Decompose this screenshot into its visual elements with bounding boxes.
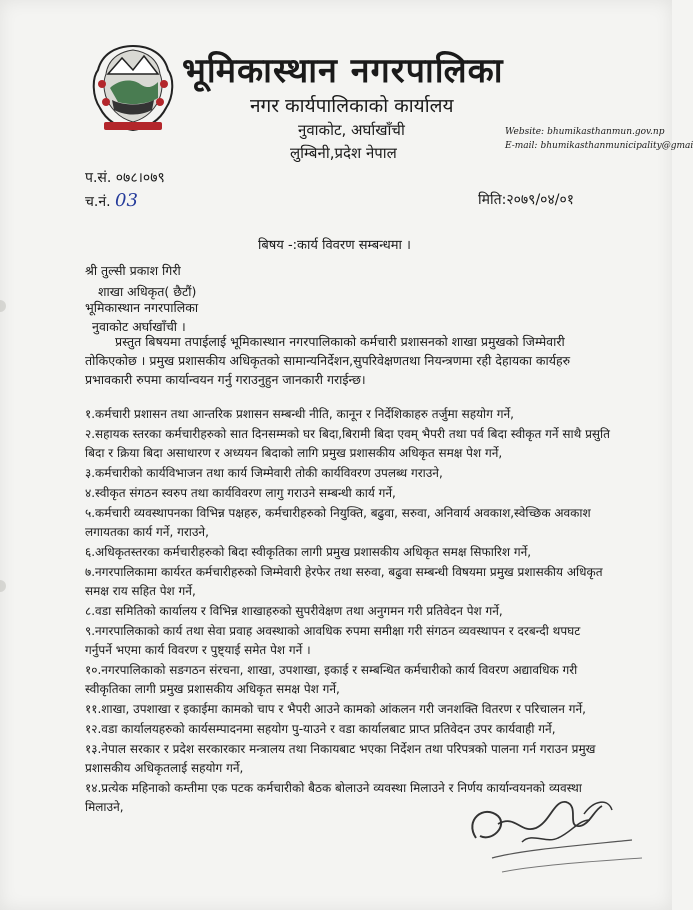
list-item: ४.स्वीकृत संगठन स्वरुप तथा कार्यविवरण लागु गराउने सम्बन्धी कार्य गर्ने, [85,486,396,500]
recipient-office: भूमिकास्थान नगरपालिका [85,300,199,315]
punch-hole [0,300,6,312]
letter-subject: बिषय -:कार्य विवरण सम्बन्धमा । [258,238,411,253]
chalani-value: 03 [115,190,138,211]
contact-block [505,125,693,153]
email-line [505,139,693,153]
email-link[interactable]: bhumikasthanmunicipality@gmai [540,141,693,151]
list-item: १२.वडा कार्यालयहरुको कार्यसम्पादनमा सहयोग पु-याउने र वडा कार्यालबाट प्राप्त प्रतिवेदन उपर कार्यवाही गर्ने, [85,722,556,736]
punch-hole [0,580,6,592]
date-label: मिति: [478,192,507,208]
recipient-designation: शाखा अधिकृत( छैटौं) [98,284,197,299]
letter-date [478,190,574,209]
website-label: Website: [505,127,545,137]
list-item: १३.नेपाल सरकार र प्रदेश सरकारकार मन्त्रालय तथा निकायबाट भएका निर्देशन तथा परिपत्रको पालना गर्न गराउन प्रमुख प्रशासकीय अधिकृतलाई सहयोग गर्ने, [85,742,596,775]
list-item: ११.शाखा, उपशाखा र इकाईमा कामको चाप र भैपरी आउने कामको आंकलन गरी जनशक्ति वितरण र परिचालन गर्ने, [85,702,586,716]
list-item: २.सहायक स्तरका कर्मचारीहरुको सात दिनसम्मको घर बिदा,बिरामी बिदा एवम् भैपरी तथा पर्व बिदा स्वीकृत गर्ने साथै प्रसुति बिदा र क्रिया बिदा असाधारण र अध्ययन बिदाको लागि प्रमुख प्रशासकीय अधिकृत समक्ष पेश गर्ने, [85,427,610,460]
list-item: ८.वडा समितिको कार्यालय र विभिन्न शाखाहरुको सुपरीवेक्षण तथा अनुगमन गरी प्रतिवेदन पेश गर्ने, [85,604,503,618]
recipient-name: श्री तुल्सी प्रकाश गिरी [85,263,181,278]
chalani-label: च.नं. [85,194,111,210]
duties-list [85,405,610,818]
list-item: १४.प्रत्येक महिनाको कम्तीमा एक पटक कर्मचारीको बैठक बोलाउने व्यवस्था मिलाउने र निर्णय कार्यान्वयनको व्यवस्था मिलाउने, [85,781,582,814]
email-label: E-mail: [505,141,538,151]
patra-value: ०७८।०७९ [115,170,165,186]
list-item: ५.कर्मचारी व्यवस्थापनका विभिन्न पक्षहरु, कर्मचारीहरुको नियुक्ति, बढुवा, सरुवा, अनिवार्य अवकाश,स्वेच्छिक अवकाश लगायतका कार्य गर्ने, गराउने, [85,506,591,539]
office-name: नगर कार्यपालिकाको कार्यालय [250,95,454,117]
intro-paragraph: प्रस्तुत बिषयमा तपाईलाई भूमिकास्थान नगरपालिकाको कर्मचारी प्रशासनको शाखा प्रमुखको जिम्मेवारी तोकिएकोछ । प्रमुख प्रशासकीय अधिकृतको सामान्यनिर्देशन,सुपरिवेक्षणतथा नियन्त्रणमा रही देहायका कार्यहरु प्रभावकारी रुपमा कार्यान्वयन गर्नु गराउनुहुन जानकारी गराईन्छ। [85,334,571,387]
list-item: ७.नगरपालिकामा कार्यरत कर्मचारीहरुको जिम्मेवारी हेरफेर तथा सरुवा, बढुवा सम्बन्धी विषयमा प्रमुख प्रशासकीय अधिकृत समक्ष राय सहित पेश गर्ने, [85,565,603,598]
list-item: १.कर्मचारी प्रशासन तथा आन्तरिक प्रशासन सम्बन्धी नीति, कानून र निर्देशिकाहरु तर्जुमा सहयोग गर्ने, [85,407,514,421]
signature-icon [462,780,662,890]
address-line-1: नुवाकोट, अर्घाखाँची [298,121,405,139]
website-link[interactable]: bhumikasthanmun.gov.np [547,127,665,137]
government-emblem-icon [88,40,178,138]
list-item: ६.अधिकृतस्तरका कर्मचारीहरुको बिदा स्वीकृतिका लागी प्रमुख प्रशासकीय अधिकृत समक्ष सिफारिश गर्ने, [85,545,532,559]
chalani-number [85,190,138,211]
address-line-2: लुम्बिनी,प्रदेश नेपाल [290,144,397,162]
patra-sankhya [85,168,165,187]
date-value: २०७९/०४/०१ [506,192,575,208]
organization-title: भूमिकास्थान नगरपालिका [182,51,504,91]
list-item: १०.नगरपालिकाको सङगठन संरचना, शाखा, उपशाखा, इकाई र सम्बन्धित कर्मचारीको कार्य विवरण अद्यावधिक गरी स्वीकृतिका लागी प्रमुख प्रशासकीय अधिकृत समक्ष पेश गर्ने, [85,663,578,696]
list-item: ९.नगरपालिकाको कार्य तथा सेवा प्रवाह अवस्थाको आवधिक रुपमा समीक्षा गरी संगठन व्यवस्थापन र दरबन्दी थपघट गर्नुपर्ने भएमा कार्य विवरण र पुष्ट्याई समेत पेश गर्ने । [85,624,581,657]
website-line [505,125,672,139]
patra-label: प.सं. [85,170,112,186]
list-item: ३.कर्मचारीको कार्यविभाजन तथा कार्य जिम्मेवारी तोकी कार्यविवरण उपलब्ध गराउने, [85,466,443,480]
recipient-location: नुवाकोट अर्घाखाँची । [92,319,186,334]
